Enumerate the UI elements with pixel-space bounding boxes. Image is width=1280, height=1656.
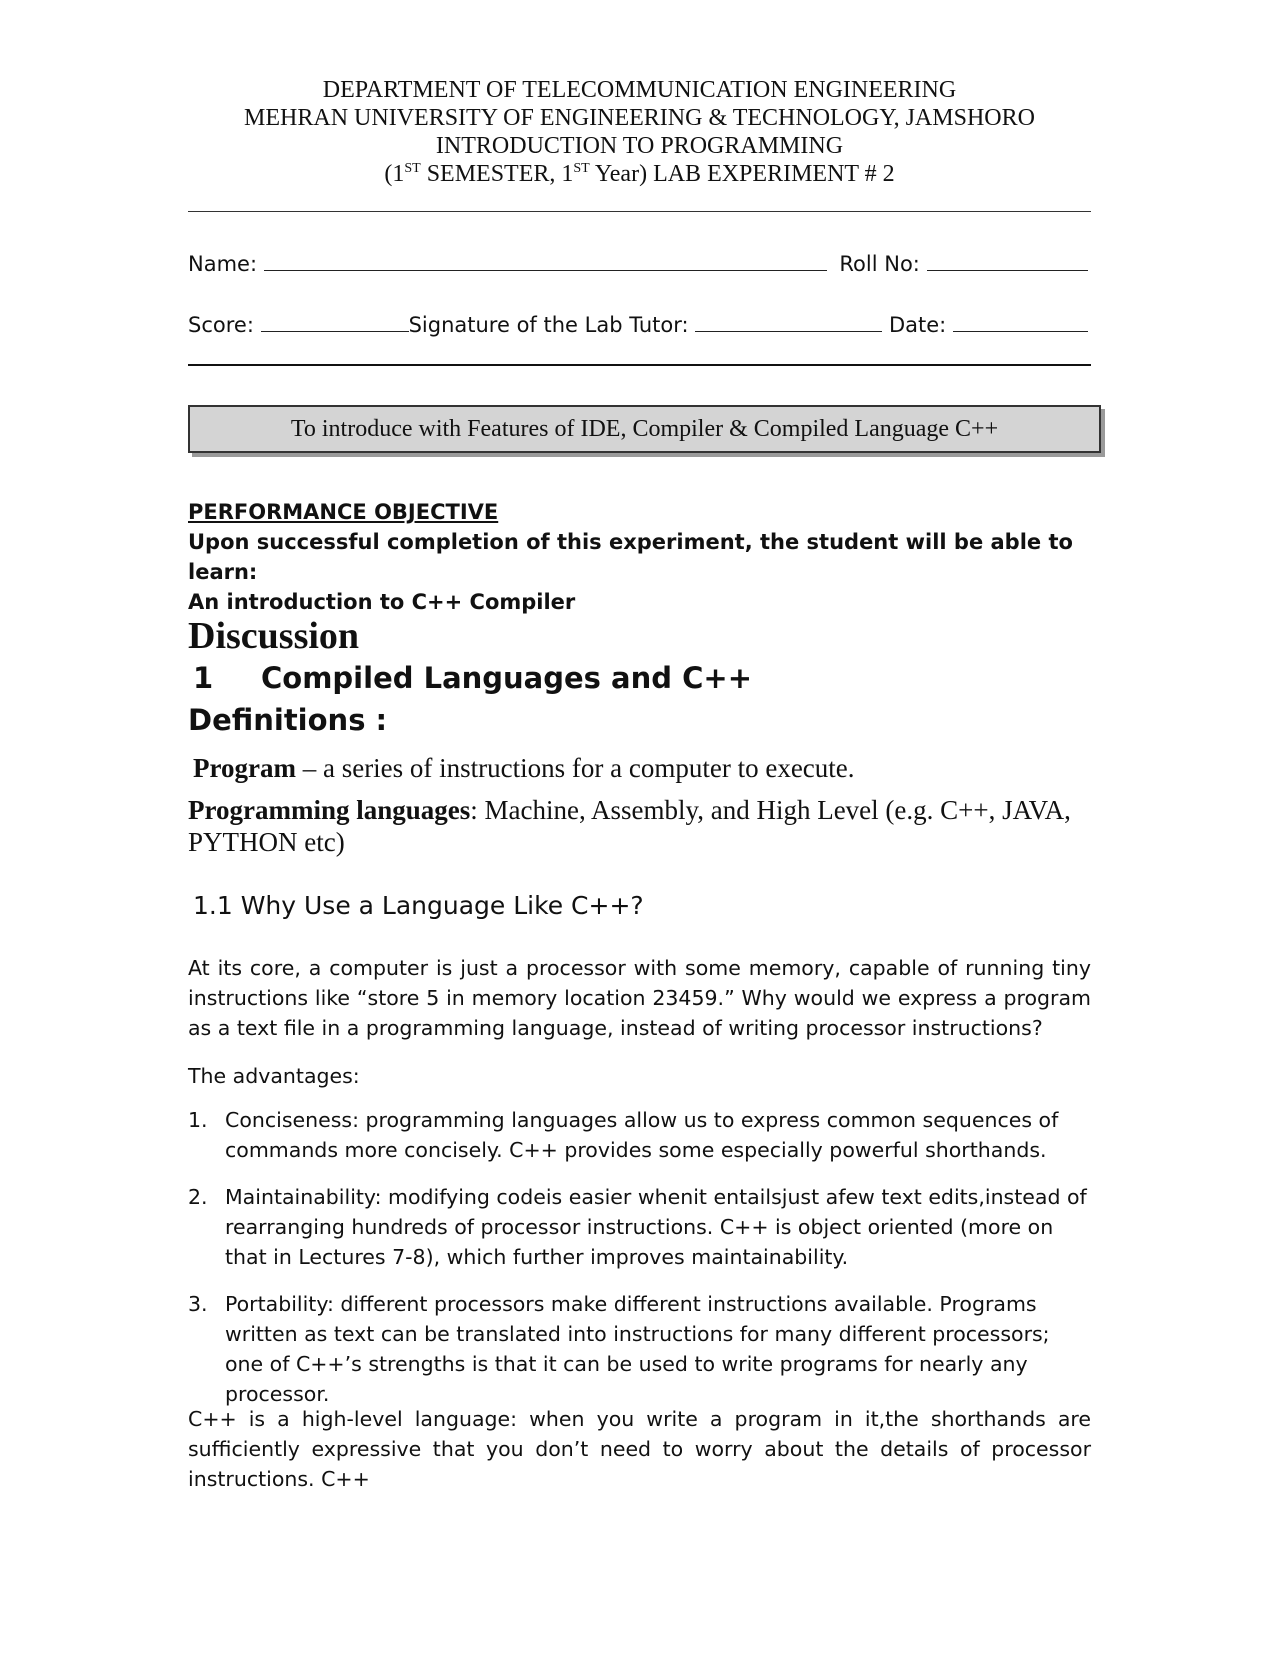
course-line: INTRODUCTION TO PROGRAMMING (435, 133, 844, 159)
roll-no-label: Roll No: (839, 252, 920, 276)
definitions-heading: Definitions : (188, 703, 388, 737)
department-line: DEPARTMENT OF TELECOMMUNICATION ENGINEERING (322, 77, 957, 103)
signature-label: Signature of the Lab Tutor: (408, 313, 689, 337)
score-field[interactable] (261, 313, 409, 332)
score-signature-row (188, 313, 1091, 337)
form-divider (188, 364, 1091, 366)
university-line: MEHRAN UNIVERSITY OF ENGINEERING & TECHNOLOGY, JAMSHORO (244, 105, 1035, 131)
program-term: Program (193, 753, 296, 783)
name-label: Name: (188, 252, 258, 276)
objective-line-1: Upon successful completion of this experiment, the student will be able to learn: (188, 530, 1073, 584)
name-field[interactable] (264, 252, 827, 271)
languages-definition (188, 794, 1091, 858)
subsection-heading: 1.1 Why Use a Language Like C++? (193, 891, 644, 920)
document-header (188, 76, 1091, 188)
section-title: Compiled Languages and C++ (261, 661, 752, 695)
objective-heading: PERFORMANCE OBJECTIVE (188, 500, 499, 524)
section-number: 1 (193, 661, 214, 695)
experiment-title-box: To introduce with Features of IDE, Compiler & Compiled Language C++ (188, 405, 1101, 453)
experiment-line: (1ST SEMESTER, 1ST Year) LAB EXPERIMENT # 2 (384, 161, 895, 187)
list-item: 1. Conciseness: programming languages allow us to express common sequences of commands more concisely. C++ provides some especially powerful shorthands. (188, 1108, 1059, 1162)
list-item: 3. Portability: different processors make different instructions available. Programs written as text can be translated into instructions for many different processors; one of C++’s strengths is that it can be used to write programs for nearly any processor. (188, 1292, 1050, 1406)
program-def: – a series of instructions for a computer to execute. (295, 753, 855, 783)
intro-paragraph: At its core, a computer is just a processor with some memory, capable of running tiny instructions like “store 5 in memory location 23459.” Why would we express a program as a text file in a programming language, instead of writing processor instructions? (188, 956, 1091, 1040)
advantages-list (188, 1105, 1091, 1426)
objective-line-2: An introduction to C++ Compiler (188, 590, 576, 614)
languages-term: Programming languages (188, 795, 471, 825)
closing-paragraph: C++ is a high-level language: when you write a program in it,the shorthands are sufficiently expressive that you don’t need to worry about the details of processor instructions. C++ (188, 1407, 1091, 1491)
advantages-intro: The advantages: (188, 1064, 360, 1088)
list-item: 2. Maintainability: modifying codeis easier whenit entailsjust afew text edits,instead of rearranging hundreds of processor instructions. C++ is object oriented (more on that in Lectures 7-8), which further improves maintainability. (188, 1185, 1087, 1269)
section-heading (193, 661, 752, 695)
signature-field[interactable] (695, 313, 882, 332)
header-divider (188, 211, 1091, 212)
roll-no-field[interactable] (927, 252, 1088, 271)
date-label: Date: (888, 313, 947, 337)
languages-def: : Machine, Assembly, and High Level (e.g. C++, JAVA, PYTHON etc) (188, 795, 1071, 857)
name-roll-row (188, 252, 1091, 276)
date-field[interactable] (953, 313, 1088, 332)
score-label: Score: (188, 313, 254, 337)
discussion-heading: Discussion (188, 615, 360, 657)
performance-objective (188, 497, 1091, 617)
program-definition (193, 752, 1096, 784)
